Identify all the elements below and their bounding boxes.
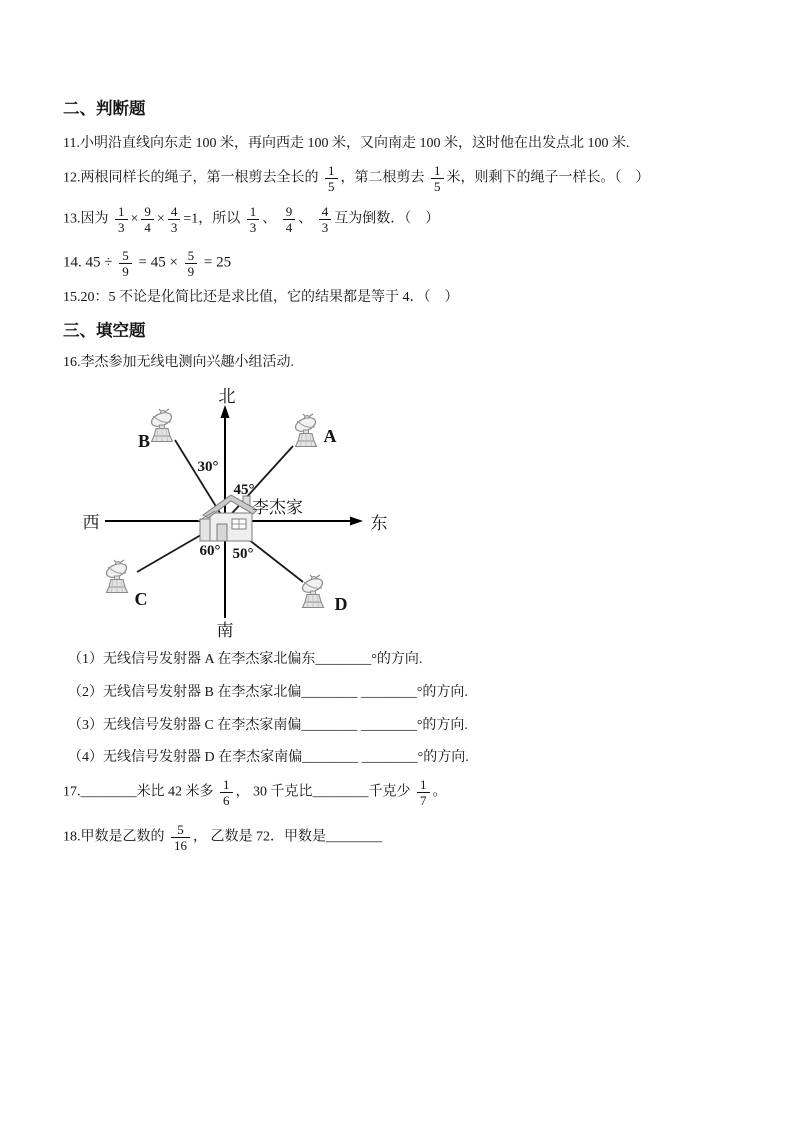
dish-a-icon: [294, 414, 318, 447]
dish-c-icon: [105, 560, 129, 593]
q18-text-2: ， 乙数是 72．甲数是________: [193, 829, 382, 845]
station-c-label: C: [134, 589, 148, 609]
fraction-1-3: $\frac{1}{3}$: [115, 204, 128, 235]
section-fill-heading: 三、填空题: [63, 321, 146, 340]
question-14: [63, 248, 231, 279]
q17-text-1: 17.________米比 42 米多: [63, 784, 217, 800]
fraction-1-5: $\frac{1}{5}$: [431, 163, 444, 194]
station-b-label: B: [137, 431, 151, 451]
angle-b-label: 30°: [197, 459, 219, 475]
q14-text-3: = 25: [200, 254, 232, 271]
q13-text-1: 13.因为: [63, 211, 112, 227]
q13-text-3: 互为倒数．（ ）: [334, 211, 440, 227]
home-label: 李杰家: [252, 498, 303, 517]
section-judge-heading: 二、判断题: [63, 99, 146, 118]
question-18: [63, 822, 382, 853]
fraction-1-3: $\frac{1}{3}$: [247, 204, 260, 235]
north-label: 北: [218, 387, 236, 406]
angle-c-label: 60°: [199, 543, 221, 559]
north-arrowhead: [221, 405, 230, 418]
question-17: [63, 777, 447, 808]
question-16-sub2: （2）无线信号发射器 B 在李杰家北偏________ ________°的方向.: [68, 685, 468, 700]
fraction-9-4: $\frac{9}{4}$: [283, 204, 296, 235]
fraction-4-3: $\frac{4}{3}$: [168, 204, 181, 235]
question-16-sub1: （1）无线信号发射器 A 在李杰家北偏东________°的方向.: [68, 652, 423, 667]
direction-diagram: [60, 383, 400, 643]
q17-text-2: ， 30 千克比________千克少: [235, 784, 414, 800]
q13-text-2: =1，所以: [183, 211, 244, 227]
fraction-5-16: $\frac{5}{16}$: [171, 822, 190, 853]
fraction-1-5: $\frac{1}{5}$: [325, 163, 338, 194]
fraction-1-7: $\frac{1}{7}$: [417, 777, 430, 808]
east-label: 东: [370, 514, 388, 533]
q17-text-3: 。: [432, 784, 447, 800]
fraction-5-9: $\frac{5}{9}$: [119, 248, 132, 279]
fraction-5-9: $\frac{5}{9}$: [185, 248, 198, 279]
q14-text-2: = 45 ×: [134, 254, 182, 271]
question-12: [63, 163, 650, 194]
q12-text-1: 12.两根同样长的绳子，第一根剪去全长的: [63, 170, 322, 186]
q18-text-1: 18.甲数是乙数的: [63, 829, 168, 845]
house-icon: [198, 495, 257, 541]
question-13: [63, 204, 439, 235]
q13-times-1: ×: [130, 211, 139, 227]
q13-times-2: ×: [156, 211, 165, 227]
q13-sep-2: 、: [298, 211, 316, 227]
fraction-9-4: $\frac{9}{4}$: [141, 204, 154, 235]
station-a-label: A: [323, 426, 337, 446]
station-d-label: D: [334, 594, 348, 614]
question-16-sub3: （3）无线信号发射器 C 在李杰家南偏________ ________°的方向.: [68, 718, 468, 733]
question-15: 15.20：5 不论是化简比还是求比值，它的结果都是等于 4．（ ）: [63, 290, 459, 305]
south-label: 南: [216, 621, 234, 640]
angle-d-label: 50°: [232, 546, 254, 562]
west-label: 西: [82, 513, 100, 532]
question-11: 11.小明沿直线向东走 100 米，再向西走 100 米，又向南走 100 米，这时他在出发点北 100 米.: [63, 136, 630, 151]
q12-text-2: ，第二根剪去: [340, 170, 428, 186]
angle-a-label: 45°: [233, 482, 255, 498]
q13-sep-1: 、: [262, 211, 280, 227]
question-16: 16.李杰参加无线电测向兴趣小组活动.: [63, 355, 294, 370]
q12-text-3: 米，则剩下的绳子一样长。（ ）: [446, 170, 650, 186]
fraction-4-3: $\frac{4}{3}$: [319, 204, 332, 235]
question-16-sub4: （4）无线信号发射器 D 在李杰家南偏________ ________°的方向.: [68, 750, 469, 765]
dish-d-icon: [301, 575, 325, 608]
q14-text-1: 14. 45 ÷: [63, 254, 117, 271]
fraction-1-6: $\frac{1}{6}$: [220, 777, 233, 808]
dish-b-icon: [150, 409, 174, 442]
east-arrowhead: [350, 517, 363, 526]
